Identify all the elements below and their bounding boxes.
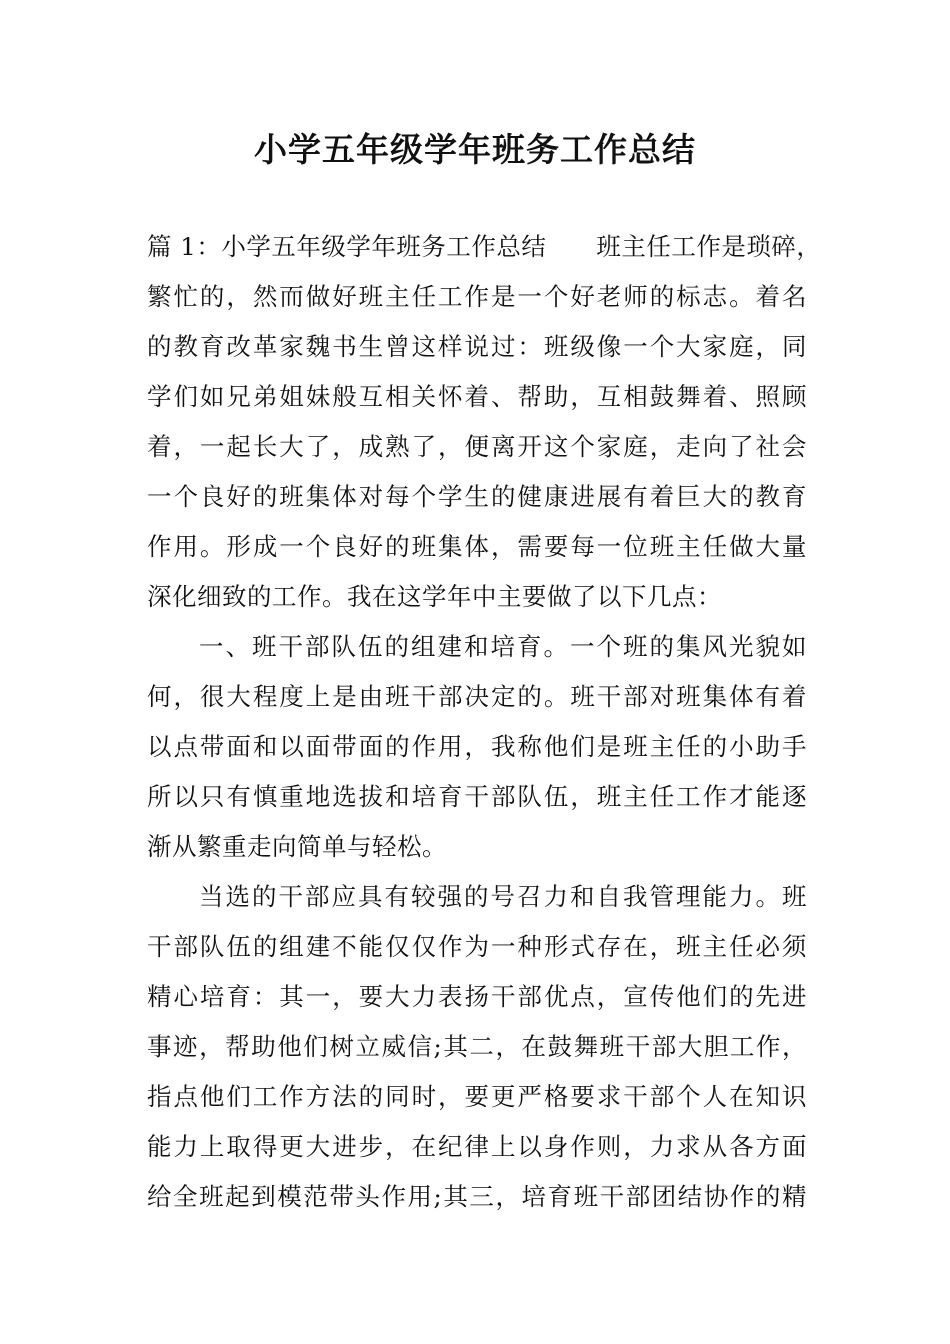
text-line: 渐从繁重走向简单与轻松。	[147, 832, 447, 861]
text-line: 事迹，帮助他们树立威信;其二，在鼓舞班干部大胆工作，	[147, 1032, 807, 1061]
text-line: 一、班干部队伍的组建和培育。一个班的集风光貌如	[199, 632, 807, 661]
text-line: 一个良好的班集体对每个学生的健康进展有着巨大的教育	[147, 482, 807, 511]
text-line: 指点他们工作方法的同时，要更严格要求干部个人在知识	[147, 1082, 807, 1111]
text-line: 的教育改革家魏书生曾这样说过：班级像一个大家庭，同	[147, 332, 807, 361]
paragraph	[147, 622, 807, 872]
text-line: 何，很大程度上是由班干部决定的。班干部对班集体有着	[147, 682, 807, 711]
text-line: 所以只有慎重地选拔和培育干部队伍，班主任工作才能逐	[147, 782, 807, 811]
text-line: 能力上取得更大进步，在纪律上以身作则，力求从各方面	[147, 1132, 807, 1161]
text-line: 繁忙的，然而做好班主任工作是一个好老师的标志。着名	[147, 282, 807, 311]
text-line: 篇 1：小学五年级学年班务工作总结 班主任工作是琐碎，	[147, 232, 822, 261]
text-line: 以点带面和以面带面的作用，我称他们是班主任的小助手	[147, 732, 807, 761]
paragraph	[147, 872, 807, 1222]
text-line: 学们如兄弟姐妹般互相关怀着、帮助，互相鼓舞着、照顾	[147, 382, 807, 411]
text-line: 当选的干部应具有较强的号召力和自我管理能力。班	[199, 882, 807, 911]
text-line: 干部队伍的组建不能仅仅作为一种形式存在，班主任必须	[147, 932, 807, 961]
document-body	[147, 222, 822, 1222]
paragraph	[147, 222, 822, 622]
text-line: 给全班起到模范带头作用;其三，培育班干部团结协作的精	[147, 1182, 807, 1211]
text-line: 深化细致的工作。我在这学年中主要做了以下几点：	[147, 582, 722, 611]
text-line: 作用。形成一个良好的班集体，需要每一位班主任做大量	[147, 532, 807, 561]
text-line: 着，一起长大了，成熟了，便离开这个家庭，走向了社会	[147, 432, 807, 461]
document-title: 小学五年级学年班务工作总结	[254, 130, 696, 169]
text-line: 精心培育：其一，要大力表扬干部优点，宣传他们的先进	[147, 982, 807, 1011]
